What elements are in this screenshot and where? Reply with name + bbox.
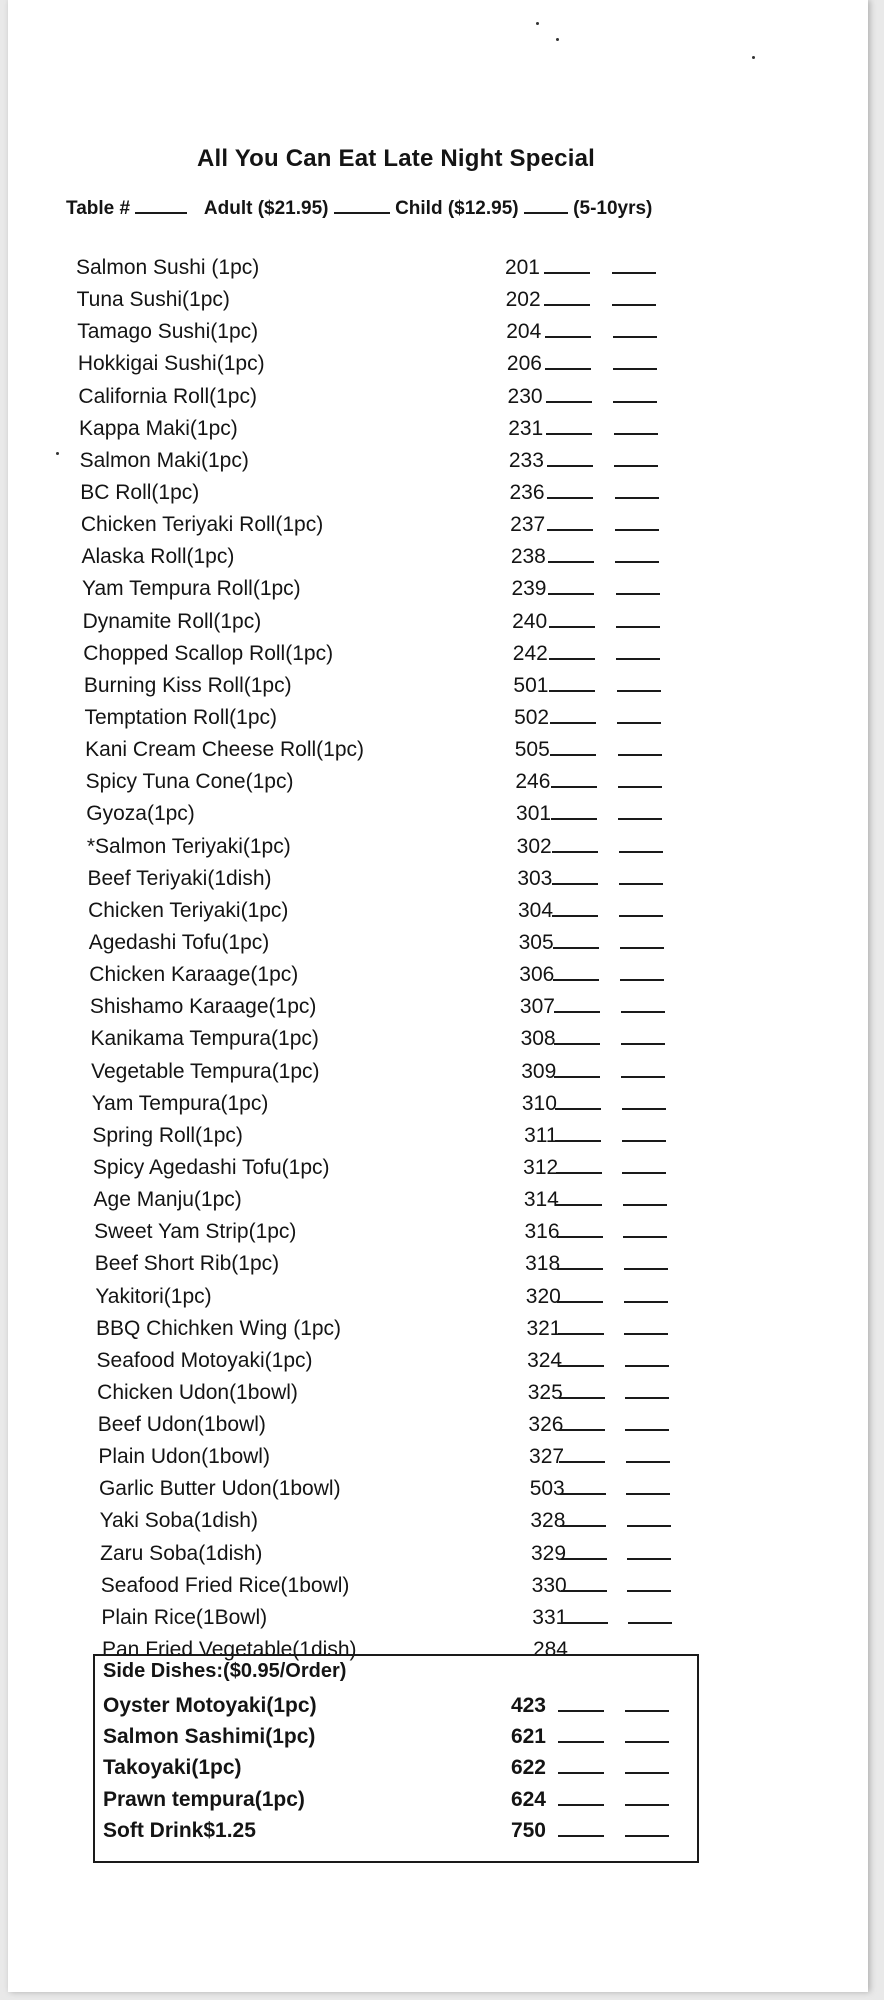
adult-qty-blank[interactable] (556, 1204, 602, 1206)
menu-row (0, 1377, 860, 1409)
adult-qty-blank[interactable] (554, 1043, 600, 1045)
child-qty-blank[interactable] (626, 1461, 670, 1463)
adult-qty-blank[interactable] (552, 883, 598, 885)
child-qty-blank[interactable] (621, 1011, 665, 1013)
adult-qty-blank[interactable] (559, 1429, 605, 1431)
child-qty-blank[interactable] (616, 593, 660, 595)
adult-qty-blank[interactable] (547, 529, 593, 531)
adult-label: Adult ($21.95) (203, 198, 329, 219)
adult-qty-blank[interactable] (560, 1493, 606, 1495)
menu-item-code: 327 (529, 1445, 565, 1469)
menu-item-code: 242 (512, 641, 548, 665)
speck (752, 56, 755, 59)
adult-qty-blank[interactable] (557, 1301, 603, 1303)
menu-item-code: 501 (513, 673, 549, 697)
menu-item-code: 326 (528, 1413, 564, 1437)
menu-row (0, 798, 860, 830)
side-dish-code: 750 (510, 1818, 546, 1842)
menu-item-name: Burning Kiss Roll(1pc) (83, 673, 292, 697)
child-label: Child ($12.95) (395, 198, 519, 219)
child-qty-blank[interactable] (625, 1804, 669, 1806)
child-qty-blank[interactable] (627, 1558, 671, 1560)
adult-qty-blank[interactable] (548, 593, 594, 595)
adult-qty-blank[interactable] (558, 1333, 604, 1335)
menu-row (0, 670, 860, 702)
menu-item-code: 238 (510, 545, 546, 569)
menu-item-code: 328 (530, 1509, 566, 1533)
side-dish-name: Oyster Motoyaki(1pc) (103, 1694, 317, 1717)
menu-row (0, 734, 860, 766)
side-dish-row (0, 1690, 860, 1721)
adult-qty-blank[interactable] (552, 915, 598, 917)
menu-item-code: 236 (509, 480, 545, 504)
menu-row (0, 863, 860, 895)
menu-item-code: 505 (514, 738, 550, 762)
adult-qty-blank[interactable] (549, 658, 595, 660)
menu-row (0, 1120, 860, 1152)
child-qty-blank[interactable] (625, 1741, 669, 1743)
menu-row (0, 1409, 860, 1441)
menu-item-code: 206 (506, 352, 542, 376)
adult-qty-blank[interactable] (559, 1461, 605, 1463)
adult-qty-blank[interactable] (549, 690, 595, 692)
child-qty-blank[interactable] (616, 626, 660, 628)
child-qty-blank[interactable] (623, 1204, 667, 1206)
menu-row (0, 831, 860, 863)
menu-item-name: Yaki Soba(1dish) (99, 1509, 258, 1533)
adult-qty-blank[interactable] (555, 1140, 601, 1142)
child-qty-blank[interactable] (622, 1172, 666, 1174)
menu-item-code: 202 (505, 288, 541, 312)
menu-item-code: 503 (529, 1477, 565, 1501)
menu-row (0, 1088, 860, 1120)
menu-row (0, 316, 860, 348)
child-qty-blank[interactable] (621, 1043, 665, 1045)
speck (556, 38, 559, 41)
side-dish-code: 621 (510, 1725, 546, 1749)
menu-row (0, 1281, 860, 1313)
child-qty-blank[interactable] (622, 1108, 666, 1110)
adult-qty-blank[interactable] (557, 1236, 603, 1238)
menu-row (0, 1441, 860, 1473)
adult-count-blank[interactable] (334, 212, 390, 214)
adult-qty-blank[interactable] (558, 1772, 604, 1774)
menu-item-name: Shishamo Karaage(1pc) (89, 995, 317, 1019)
menu-item-code: 303 (517, 866, 553, 890)
menu-row (0, 1056, 860, 1088)
side-dish-row (0, 1752, 860, 1783)
menu-item-code: 231 (508, 416, 544, 440)
menu-item-code: 310 (521, 1091, 557, 1115)
child-qty-blank[interactable] (619, 915, 663, 917)
menu-item-code: 329 (530, 1541, 567, 1565)
menu-row (0, 1248, 860, 1280)
child-qty-blank[interactable] (625, 1772, 669, 1774)
menu-item-code: 201 (504, 256, 540, 279)
menu-item-code: 308 (520, 1027, 556, 1051)
table-label: Table # (66, 198, 131, 219)
side-dishes-list (0, 1690, 860, 1846)
adult-qty-blank[interactable] (559, 1397, 605, 1399)
menu-item-name: Tamago Sushi(1pc) (77, 320, 259, 344)
menu-item-name: *Salmon Teriyaki(1pc) (86, 834, 291, 858)
menu-item-code: 309 (521, 1059, 557, 1083)
adult-qty-blank[interactable] (547, 465, 593, 467)
adult-qty-blank[interactable] (557, 1268, 603, 1270)
child-qty-blank[interactable] (612, 304, 656, 306)
menu-item-code: 304 (517, 898, 554, 922)
menu-row (0, 445, 860, 477)
child-qty-blank[interactable] (625, 1710, 669, 1712)
child-qty-blank[interactable] (628, 1622, 672, 1624)
adult-qty-blank[interactable] (545, 368, 591, 370)
side-dish-name: Soft Drink$1.25 (103, 1818, 256, 1842)
menu-item-name: Spicy Agedashi Tofu(1pc) (92, 1155, 330, 1179)
menu-item-name: Kani Cream Cheese Roll(1pc) (85, 738, 365, 762)
adult-qty-blank[interactable] (548, 561, 594, 563)
child-qty-blank[interactable] (615, 561, 659, 563)
menu-row (0, 895, 860, 927)
side-dish-code: 622 (510, 1756, 546, 1780)
menu-item-name: Yam Tempura(1pc) (91, 1091, 269, 1115)
child-qty-blank[interactable] (623, 1236, 667, 1238)
menu-item-name: Plain Udon(1bowl) (98, 1445, 270, 1469)
menu-row (0, 1023, 860, 1055)
child-qty-blank[interactable] (624, 1301, 668, 1303)
menu-item-name: California Roll(1pc) (78, 384, 257, 408)
menu-item-code: 302 (516, 834, 552, 858)
menu-item-code: 331 (532, 1605, 568, 1629)
menu-row (0, 573, 860, 605)
menu-item-name: Alaska Roll(1pc) (81, 545, 235, 569)
adult-qty-blank[interactable] (553, 979, 599, 981)
menu-row (0, 284, 860, 316)
menu-item-name: Hokkigai Sushi(1pc) (77, 352, 265, 376)
child-qty-blank[interactable] (625, 1397, 669, 1399)
menu-item-name: Yakitori(1pc) (95, 1284, 212, 1308)
menu-item-code: 237 (510, 513, 546, 537)
child-qty-blank[interactable] (612, 272, 656, 274)
menu-item-name: Seafood Motoyaki(1pc) (96, 1348, 313, 1372)
age-label: (5-10yrs) (573, 198, 653, 219)
menu-item-code: 325 (527, 1380, 563, 1404)
adult-qty-blank[interactable] (558, 1710, 604, 1712)
adult-qty-blank[interactable] (558, 1804, 604, 1806)
menu-item-code: 502 (514, 705, 550, 729)
menu-item-code: 233 (508, 448, 544, 472)
menu-item-code: 305 (518, 930, 554, 954)
menu-item-name: Pan Fried Vegetable(1dish) (102, 1638, 357, 1662)
menu-row (0, 1602, 860, 1634)
menu-item-code: 311 (524, 1123, 558, 1147)
adult-qty-blank[interactable] (553, 947, 599, 949)
side-dish-code: 423 (510, 1694, 546, 1717)
menu-item-code: 306 (519, 963, 555, 987)
menu-item-name: Spring Roll(1pc) (92, 1123, 243, 1147)
side-dish-name: Takoyaki(1pc) (103, 1756, 242, 1780)
adult-qty-blank[interactable] (562, 1622, 608, 1624)
adult-qty-blank[interactable] (554, 1011, 600, 1013)
side-dish-row (0, 1815, 860, 1846)
menu-row (0, 702, 860, 734)
menu-item-name: Salmon Maki(1pc) (79, 448, 249, 472)
menu-item-name: Chicken Karaage(1pc) (89, 963, 299, 987)
table-number-blank[interactable] (135, 212, 187, 214)
child-qty-blank[interactable] (626, 1493, 670, 1495)
menu-item-name: Beef Short Rib(1pc) (94, 1252, 280, 1276)
child-qty-blank[interactable] (614, 433, 658, 435)
menu-item-code: 324 (527, 1348, 563, 1372)
menu-row (0, 252, 860, 284)
menu-item-name: Beef Teriyaki(1dish) (87, 866, 272, 890)
menu-row (0, 959, 860, 991)
adult-qty-blank[interactable] (546, 433, 592, 435)
adult-qty-blank[interactable] (551, 818, 597, 820)
menu-item-code: 239 (511, 577, 547, 601)
side-dishes-title: Side Dishes:($0.95/Order) (103, 1660, 347, 1682)
menu-item-code: 320 (525, 1284, 561, 1308)
menu-item-code: 321 (526, 1316, 562, 1340)
adult-qty-blank[interactable] (560, 1525, 606, 1527)
child-qty-blank[interactable] (613, 401, 657, 403)
speck (536, 22, 539, 25)
menu-row (0, 766, 860, 798)
menu-item-name: Plain Rice(1Bowl) (101, 1605, 268, 1629)
menu-item-name: Vegetable Tempura(1pc) (91, 1059, 320, 1083)
menu-row (0, 991, 860, 1023)
adult-qty-blank[interactable] (561, 1590, 607, 1592)
child-qty-blank[interactable] (627, 1525, 671, 1527)
child-qty-blank[interactable] (614, 465, 658, 467)
menu-item-name: Kanikama Tempura(1pc) (90, 1027, 319, 1051)
adult-qty-blank[interactable] (545, 336, 591, 338)
menu-item-code: 316 (524, 1220, 560, 1244)
side-dish-code: 624 (510, 1787, 546, 1811)
adult-qty-blank[interactable] (547, 497, 593, 499)
adult-qty-blank[interactable] (554, 1076, 600, 1078)
menu-row (0, 1216, 860, 1248)
menu-item-name: Kappa Maki(1pc) (79, 416, 238, 440)
menu-item-code: 240 (512, 609, 548, 633)
menu-row (0, 1152, 860, 1184)
adult-qty-blank[interactable] (556, 1172, 602, 1174)
child-qty-blank[interactable] (620, 947, 664, 949)
child-qty-blank[interactable] (625, 1429, 669, 1431)
menu-item-name: Spicy Tuna Cone(1pc) (85, 770, 294, 794)
menu-row (0, 541, 860, 573)
menu-row (0, 1345, 860, 1377)
adult-qty-blank[interactable] (555, 1108, 601, 1110)
menu-row (0, 1570, 860, 1602)
child-qty-blank[interactable] (618, 754, 662, 756)
child-qty-blank[interactable] (618, 786, 662, 788)
menu-item-name: BC Roll(1pc) (80, 480, 200, 504)
menu-item-name: Chicken Teriyaki(1pc) (88, 898, 289, 922)
menu-item-code: 204 (506, 320, 542, 344)
menu-item-name: Salmon Sushi (1pc) (76, 256, 260, 279)
menu-item-name: Zaru Soba(1dish) (100, 1541, 263, 1565)
side-dish-row (0, 1784, 860, 1815)
menu-row (0, 477, 860, 509)
adult-qty-blank[interactable] (546, 401, 592, 403)
child-qty-blank[interactable] (622, 1140, 666, 1142)
menu-item-code: 307 (519, 995, 555, 1019)
menu-item-name: Beef Udon(1bowl) (97, 1413, 266, 1437)
menu-item-name: Chicken Teriyaki Roll(1pc) (80, 513, 324, 537)
side-dish-row (0, 1721, 860, 1752)
adult-qty-blank[interactable] (544, 272, 590, 274)
menu-item-name: Temptation Roll(1pc) (84, 705, 278, 729)
menu-item-name: Chicken Udon(1bowl) (97, 1380, 298, 1404)
child-qty-blank[interactable] (625, 1835, 669, 1837)
menu-row (0, 381, 860, 413)
order-header (66, 198, 706, 220)
menu-row (0, 1184, 860, 1216)
menu-item-name: Gyoza(1pc) (86, 802, 195, 826)
adult-qty-blank[interactable] (550, 754, 596, 756)
child-qty-blank[interactable] (617, 690, 661, 692)
menu-item-name: BBQ Chichken Wing (1pc) (95, 1316, 342, 1340)
child-qty-blank[interactable] (615, 529, 659, 531)
adult-qty-blank[interactable] (551, 786, 597, 788)
child-qty-blank[interactable] (617, 722, 661, 724)
adult-qty-blank[interactable] (544, 304, 590, 306)
adult-qty-blank[interactable] (550, 722, 596, 724)
child-qty-blank[interactable] (621, 1076, 665, 1078)
child-qty-blank[interactable] (616, 658, 660, 660)
adult-qty-blank[interactable] (558, 1835, 604, 1837)
menu-item-name: Sweet Yam Strip(1pc) (94, 1220, 297, 1244)
menu-row (0, 927, 860, 959)
child-qty-blank[interactable] (624, 1333, 668, 1335)
child-count-blank[interactable] (524, 212, 568, 214)
menu-row (0, 1473, 860, 1505)
menu-list (0, 252, 860, 1666)
menu-item-name: Garlic Butter Udon(1bowl) (98, 1477, 341, 1501)
menu-item-code: 246 (515, 770, 551, 794)
child-qty-blank[interactable] (613, 336, 657, 338)
menu-item-code: 312 (523, 1155, 559, 1179)
adult-qty-blank[interactable] (558, 1741, 604, 1743)
menu-row (0, 1313, 860, 1345)
adult-qty-blank[interactable] (552, 851, 598, 853)
menu-row (0, 638, 860, 670)
child-qty-blank[interactable] (613, 368, 657, 370)
side-dish-name: Prawn tempura(1pc) (103, 1787, 305, 1811)
menu-row (0, 1538, 860, 1570)
menu-item-name: Dynamite Roll(1pc) (82, 609, 262, 633)
menu-item-name: Seafood Fried Rice(1bowl) (100, 1573, 350, 1597)
menu-item-code: 230 (507, 384, 543, 408)
menu-row (0, 348, 860, 380)
menu-item-code: 330 (531, 1573, 567, 1597)
page-title: All You Can Eat Late Night Special (197, 145, 595, 172)
menu-row (0, 606, 860, 638)
menu-row (0, 1505, 860, 1537)
menu-item-name: Tuna Sushi(1pc) (76, 288, 230, 312)
child-qty-blank[interactable] (627, 1590, 671, 1592)
menu-item-code: 301 (516, 802, 552, 826)
child-qty-blank[interactable] (620, 979, 664, 981)
child-qty-blank[interactable] (619, 851, 663, 853)
child-qty-blank[interactable] (618, 818, 662, 820)
menu-item-name: Yam Tempura Roll(1pc) (82, 577, 301, 601)
child-qty-blank[interactable] (615, 497, 659, 499)
adult-qty-blank[interactable] (561, 1558, 607, 1560)
adult-qty-blank[interactable] (558, 1365, 604, 1367)
menu-item-code: 314 (523, 1188, 559, 1212)
side-dish-name: Salmon Sashimi(1pc) (103, 1725, 316, 1749)
menu-item-code: 318 (525, 1252, 561, 1276)
menu-row (0, 413, 860, 445)
child-qty-blank[interactable] (625, 1365, 669, 1367)
adult-qty-blank[interactable] (549, 626, 595, 628)
menu-item-name: Chopped Scallop Roll(1pc) (83, 641, 334, 665)
menu-item-name: Agedashi Tofu(1pc) (88, 930, 270, 954)
menu-row (0, 509, 860, 541)
menu-item-name: Age Manju(1pc) (93, 1188, 242, 1212)
child-qty-blank[interactable] (619, 883, 663, 885)
menu-item-code: 284 (532, 1638, 568, 1662)
child-qty-blank[interactable] (624, 1268, 668, 1270)
